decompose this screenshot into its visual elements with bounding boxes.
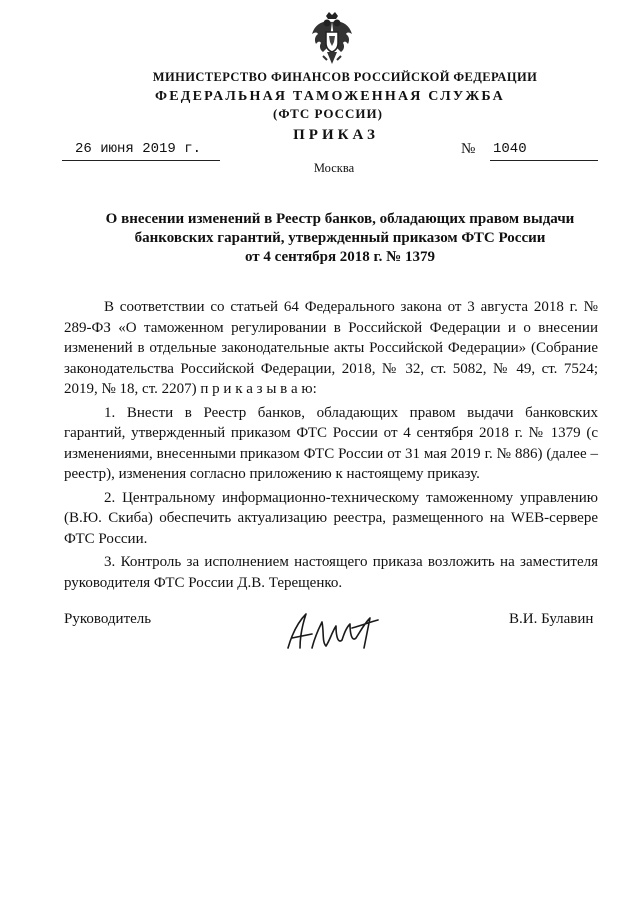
handwritten-signature xyxy=(282,604,382,659)
russian-coat-of-arms-icon xyxy=(309,10,355,68)
signatory-role: Руководитель xyxy=(64,611,152,627)
service-name: ФЕДЕРАЛЬНАЯ ТАМОЖЕННАЯ СЛУЖБА xyxy=(155,89,505,104)
document-type: ПРИКАЗ xyxy=(293,127,379,143)
service-short-name: (ФТС РОССИИ) xyxy=(273,106,383,121)
order-date: 26 июня 2019 г. xyxy=(75,141,202,157)
signatory-name: В.И. Булавин xyxy=(509,611,594,627)
subject-line: О внесении изменений в Реестр банков, обладающих правом выдачи xyxy=(105,211,575,227)
item-paragraph: 2. Центральному информационно-техническому таможенному управлению (В.Ю. Скиба) обеспечить актуализацию реестра, размещенного на WEB-сервере ФТС России. xyxy=(64,489,598,547)
preamble-paragraph: В соответствии со статьей 64 Федерального закона от 3 августа 2018 г. № 289-ФЗ «О таможенном регулировании в Российской Федерации и о внесении изменений в отдельные законодательные акты Российской Федерации» (Собрание законодательства Российской Федерации, 2018, № 32, ст. 5082, № 49, ст. 7524; 2019, № 18, ст. 2207) п р и к а з ы в а ю: xyxy=(64,299,598,397)
subject-line: от 4 сентября 2018 г. № 1379 xyxy=(245,249,435,265)
item-paragraph: 3. Контроль за исполнением настоящего приказа возложить на заместителя руководителя ФТС России Д.В. Терещенко. xyxy=(64,554,598,591)
subject-line: банковских гарантий, утвержденный приказом ФТС России xyxy=(134,230,546,246)
city: Москва xyxy=(313,161,355,175)
order-body xyxy=(64,297,598,593)
order-number-label: № xyxy=(461,141,476,157)
item-paragraph: 1. Внести в Реестр банков, обладающих правом выдачи банковских гарантий, утвержденный приказом ФТС России от 4 сентября 2018 г. № 1379 (с изменениями, внесенными приказом ФТС России от 31 мая 2019 г. № 886) (далее – реестр), изменения согласно приложению к настоящему приказу. xyxy=(64,404,598,482)
order-subject xyxy=(70,210,610,267)
order-number: 1040 xyxy=(493,141,527,157)
ministry-name: МИНИСТЕРСТВО ФИНАНСОВ РОССИЙСКОЙ ФЕДЕРАЦИИ xyxy=(152,70,538,84)
